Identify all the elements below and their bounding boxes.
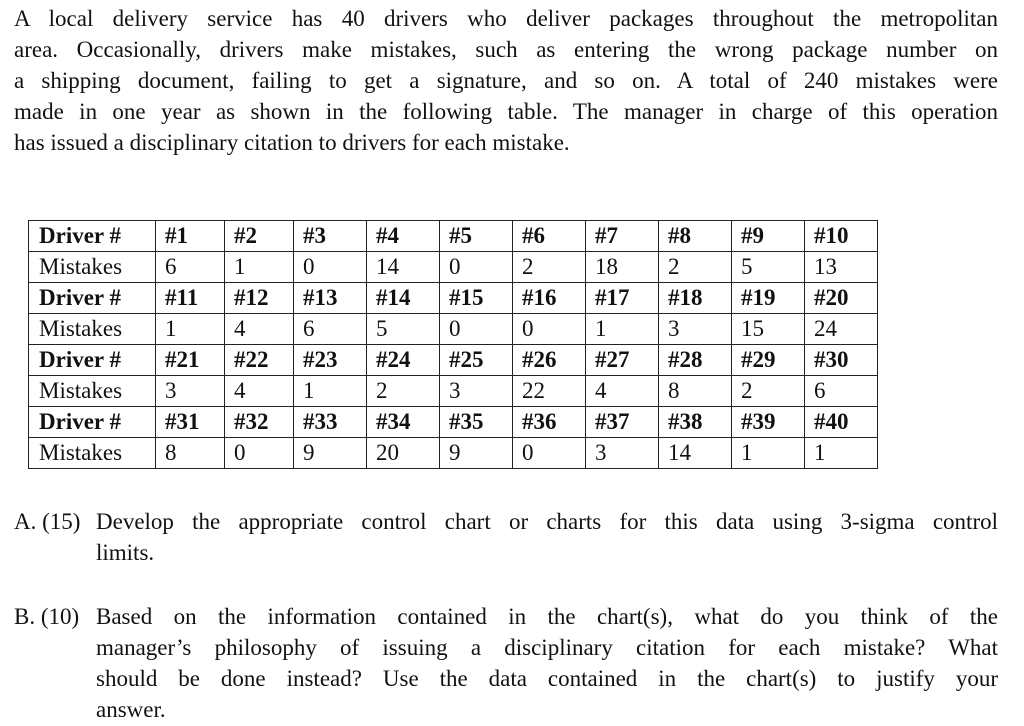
driver-cell: #27	[586, 345, 659, 376]
driver-cell: #17	[586, 283, 659, 314]
driver-cell: #5	[440, 221, 513, 252]
driver-cell: #19	[732, 283, 805, 314]
mistakes-cell: 20	[367, 438, 440, 469]
driver-label-cell: Driver #	[29, 407, 156, 438]
mistakes-cell: 1	[732, 438, 805, 469]
mistakes-cell: 4	[586, 376, 659, 407]
driver-label-cell: Driver #	[29, 283, 156, 314]
driver-cell: #37	[586, 407, 659, 438]
driver-mistakes-table	[28, 220, 878, 469]
driver-cell: #29	[732, 345, 805, 376]
mistakes-cell: 4	[225, 376, 294, 407]
intro-line: has issued a disciplinary citation to drivers for each mistake.	[14, 130, 570, 155]
mistakes-cell: 9	[294, 438, 367, 469]
question-a-label: A. (15)	[14, 509, 81, 534]
table-row-drivers	[29, 283, 878, 314]
driver-cell: #33	[294, 407, 367, 438]
driver-cell: #3	[294, 221, 367, 252]
driver-cell: #39	[732, 407, 805, 438]
driver-cell: #11	[156, 283, 225, 314]
table-row-mistakes	[29, 252, 878, 283]
mistakes-cell: 1	[294, 376, 367, 407]
driver-cell: #6	[513, 221, 586, 252]
question-line: limits.	[96, 540, 155, 565]
driver-cell: #25	[440, 345, 513, 376]
mistakes-cell: 0	[440, 314, 513, 345]
mistakes-cell: 0	[513, 314, 586, 345]
mistakes-cell: 6	[156, 252, 225, 283]
mistakes-cell: 8	[156, 438, 225, 469]
mistakes-cell: 18	[586, 252, 659, 283]
mistakes-cell: 0	[440, 252, 513, 283]
driver-cell: #7	[586, 221, 659, 252]
driver-cell: #2	[225, 221, 294, 252]
mistakes-cell: 1	[805, 438, 878, 469]
mistakes-cell: 24	[805, 314, 878, 345]
question-line: manager’s philosophy of issuing a disciplinary citation for each mistake? What	[96, 635, 998, 660]
mistakes-cell: 1	[156, 314, 225, 345]
driver-cell: #14	[367, 283, 440, 314]
driver-cell: #23	[294, 345, 367, 376]
table-row-drivers	[29, 345, 878, 376]
question-b	[14, 601, 998, 725]
driver-cell: #1	[156, 221, 225, 252]
intro-line: a shipping document, failing to get a signature, and so on. A total of 240 mistakes were	[14, 68, 998, 93]
table-row-drivers	[29, 407, 878, 438]
driver-cell: #40	[805, 407, 878, 438]
driver-cell: #18	[659, 283, 732, 314]
question-b-text	[96, 601, 998, 725]
driver-cell: #16	[513, 283, 586, 314]
driver-cell: #34	[367, 407, 440, 438]
mistakes-cell: 3	[156, 376, 225, 407]
mistakes-cell: 9	[440, 438, 513, 469]
table-row-mistakes	[29, 376, 878, 407]
table-row-mistakes	[29, 314, 878, 345]
mistakes-cell: 3	[440, 376, 513, 407]
mistakes-cell: 14	[367, 252, 440, 283]
intro-paragraph	[14, 3, 998, 158]
driver-cell: #15	[440, 283, 513, 314]
driver-cell: #26	[513, 345, 586, 376]
driver-cell: #24	[367, 345, 440, 376]
driver-cell: #22	[225, 345, 294, 376]
table-row-mistakes	[29, 438, 878, 469]
driver-cell: #31	[156, 407, 225, 438]
driver-cell: #32	[225, 407, 294, 438]
mistakes-label-cell: Mistakes	[29, 438, 156, 469]
mistakes-cell: 2	[513, 252, 586, 283]
driver-cell: #10	[805, 221, 878, 252]
driver-cell: #8	[659, 221, 732, 252]
mistakes-cell: 2	[732, 376, 805, 407]
question-line: Develop the appropriate control chart or charts for this data using 3-sigma control	[96, 509, 998, 534]
mistakes-cell: 5	[732, 252, 805, 283]
driver-label-cell: Driver #	[29, 221, 156, 252]
mistakes-cell: 6	[805, 376, 878, 407]
driver-cell: #36	[513, 407, 586, 438]
driver-cell: #4	[367, 221, 440, 252]
driver-cell: #35	[440, 407, 513, 438]
question-a	[14, 506, 998, 568]
table-row-drivers	[29, 221, 878, 252]
mistakes-cell: 2	[367, 376, 440, 407]
mistakes-cell: 1	[586, 314, 659, 345]
mistakes-cell: 22	[513, 376, 586, 407]
intro-line: made in one year as shown in the following table. The manager in charge of this operation	[14, 99, 998, 124]
driver-label-cell: Driver #	[29, 345, 156, 376]
question-b-label: B. (10)	[14, 604, 80, 629]
mistakes-label-cell: Mistakes	[29, 314, 156, 345]
mistakes-cell: 0	[513, 438, 586, 469]
mistakes-cell: 15	[732, 314, 805, 345]
mistakes-cell: 2	[659, 252, 732, 283]
driver-cell: #21	[156, 345, 225, 376]
mistakes-cell: 0	[294, 252, 367, 283]
mistakes-cell: 3	[586, 438, 659, 469]
intro-line: area. Occasionally, drivers make mistakes, such as entering the wrong package number on	[14, 37, 998, 62]
driver-cell: #13	[294, 283, 367, 314]
mistakes-cell: 6	[294, 314, 367, 345]
driver-cell: #12	[225, 283, 294, 314]
mistakes-label-cell: Mistakes	[29, 252, 156, 283]
intro-line: A local delivery service has 40 drivers who deliver packages throughout the metropolitan	[14, 6, 998, 31]
mistakes-cell: 5	[367, 314, 440, 345]
question-a-text	[96, 506, 998, 568]
driver-cell: #28	[659, 345, 732, 376]
mistakes-cell: 3	[659, 314, 732, 345]
driver-cell: #38	[659, 407, 732, 438]
mistakes-cell: 0	[225, 438, 294, 469]
driver-cell: #9	[732, 221, 805, 252]
mistakes-cell: 4	[225, 314, 294, 345]
mistakes-cell: 1	[225, 252, 294, 283]
driver-cell: #20	[805, 283, 878, 314]
question-line: should be done instead? Use the data contained in the chart(s) to justify your	[96, 666, 998, 691]
driver-cell: #30	[805, 345, 878, 376]
mistakes-cell: 14	[659, 438, 732, 469]
mistakes-label-cell: Mistakes	[29, 376, 156, 407]
question-line: Based on the information contained in the chart(s), what do you think of the	[96, 604, 998, 629]
question-line: answer.	[96, 697, 166, 722]
mistakes-cell: 13	[805, 252, 878, 283]
mistakes-cell: 8	[659, 376, 732, 407]
